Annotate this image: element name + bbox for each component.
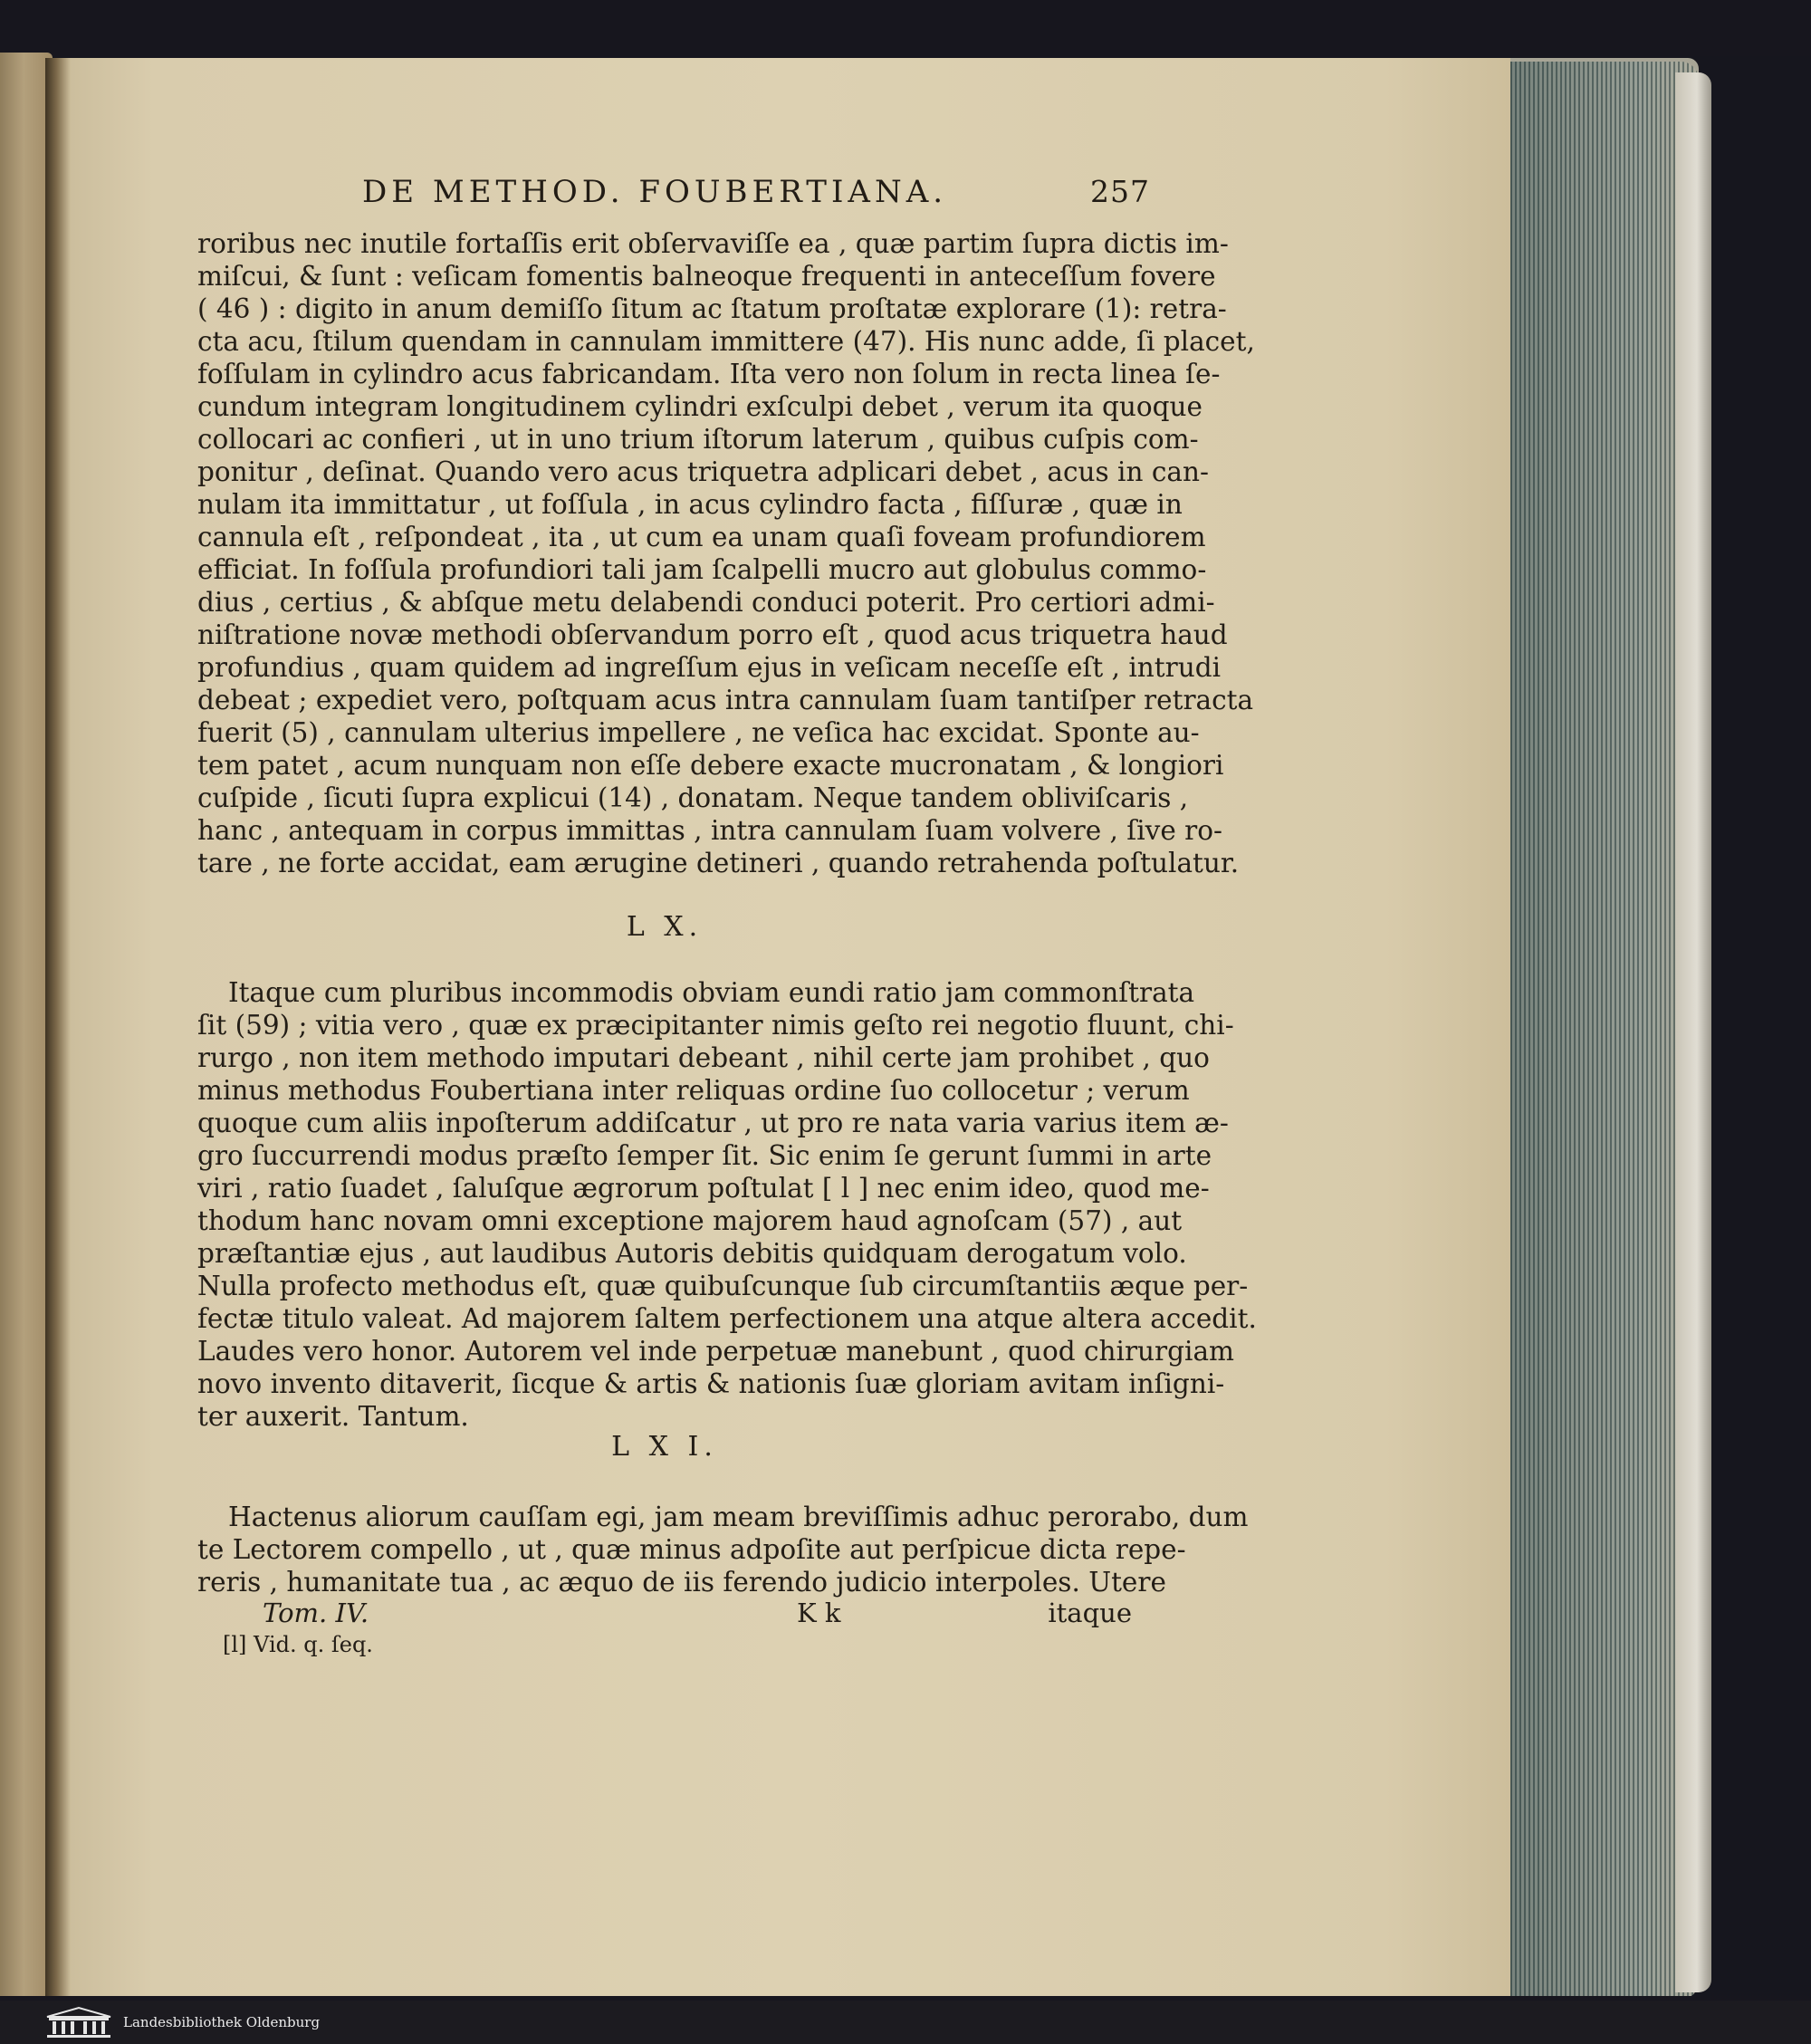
text-line: hanc , antequam in corpus immittas , intra cannulam ſuam volvere , ſive ro-	[197, 815, 1222, 846]
text-line: Itaque cum pluribus incommodis obviam eundi ratio jam commonſtrata	[228, 977, 1195, 1008]
text-line: tem patet , acum nunquam non eſſe debere exacte mucronatam , & longiori	[197, 750, 1224, 781]
text-line: Laudes vero honor. Autorem vel inde perpetuæ manebunt , quod chirurgiam	[197, 1336, 1235, 1367]
text-line: minus methodus Foubertiana inter reliquas ordine ſuo collocetur ; verum	[197, 1075, 1190, 1106]
text-line: cannula eſt , reſpondeat , ita , ut cum ea unam quaſi foveam profundiorem	[197, 522, 1206, 552]
gathering-signature: K k	[797, 1598, 841, 1628]
text-line: ( 46 ) : digito in anum demiſſo ſitum ac ſtatum proſtatæ explorare (1): retra-	[197, 293, 1227, 324]
text-line: reris , humanitate tua , ac æquo de iis ferendo judicio interpoles. Utere	[197, 1567, 1166, 1598]
text-line: fectæ titulo valeat. Ad majorem ſaltem perfectionem una atque altera accedit.	[197, 1303, 1257, 1334]
text-line: foſſulam in cylindro acus fabricandam. Iſta vero non ſolum in recta linea ſe-	[197, 359, 1221, 389]
text-line: thodum hanc novam omni exceptione majorem haud agnoſcam (57) , aut	[197, 1205, 1183, 1236]
text-line: debeat ; expediet vero, poſtquam acus intra cannulam ſuam tantiſper retracta	[197, 685, 1254, 715]
text-line: cundum integram longitudinem cylindri exſculpi debet , verum ita quoque	[197, 391, 1203, 422]
text-line: roribus nec inutile fortaſſis erit obſervaviſſe ea , quæ partim ſupra dictis im-	[197, 228, 1229, 259]
text-line: cta acu, ſtilum quendam in cannulam immittere (47). His nunc adde, ſi placet,	[197, 326, 1255, 357]
text-line: efficiat. In foſſula profundiori tali jam ſcalpelli mucro aut globulus commo-	[197, 554, 1207, 585]
text-line: viri , ratio ſuadet , ſaluſque ægrorum poſtulat [ l ] nec enim ideo, quod me-	[197, 1173, 1210, 1204]
text-line: ter auxerit. Tantum.	[197, 1401, 469, 1432]
footnote: [l] Vid. q. ſeq.	[223, 1632, 373, 1657]
text-line: novo invento ditaverit, ſicque & artis & nationis ſuæ gloriam avitam inſigni-	[197, 1368, 1225, 1399]
page-gutter-shadow	[45, 58, 71, 1996]
text-line: nulam ita immittatur , ut foſſula , in acus cylindro facta , fiſſuræ , quæ in	[197, 489, 1183, 520]
volume-mark: Tom. IV.	[263, 1598, 369, 1628]
text-line: miſcui, & ſunt : veſicam fomentis balneoque frequenti in anteceſſum fovere	[197, 261, 1216, 292]
text-line: profundius , quam quidem ad ingreſſum ejus in veſicam neceſſe eſt , intrudi	[197, 652, 1222, 683]
book-cover-edge	[1675, 72, 1711, 1992]
text-line: Hactenus aliorum cauſſam egi, jam meam breviſſimis adhuc perorabo, dum	[228, 1502, 1249, 1532]
scan-background-top	[0, 0, 1811, 56]
page-number: 257	[1090, 174, 1150, 209]
page-stack-edge	[1510, 62, 1699, 2000]
signature-line	[197, 1598, 1132, 1630]
text-line: præſtantiæ ejus , aut laudibus Autoris debitis quidquam derogatum volo.	[197, 1238, 1187, 1269]
library-building-icon	[43, 2006, 114, 2039]
text-line: rurgo , non item methodo imputari debeant , nihil certe jam prohibet , quo	[197, 1042, 1210, 1073]
text-line: fuerit (5) , cannulam ulterius impellere , ne veſica hac excidat. Sponte au-	[197, 717, 1200, 748]
section-heading-lxi: L X I.	[611, 1431, 718, 1463]
library-footer-bar	[0, 2001, 1811, 2044]
text-line: ſit (59) ; vitia vero , quæ ex præcipitanter nimis geſto rei negotio fluunt, chi-	[197, 1010, 1234, 1041]
text-line: dius , certius , & abſque metu delabendi conduci poterit. Pro certiori admi-	[197, 587, 1215, 618]
catchword: itaque	[1048, 1598, 1132, 1628]
text-line: ponitur , deſinat. Quando vero acus triquetra adplicari debet , acus in can-	[197, 456, 1209, 487]
text-line: collocari ac confieri , ut in uno trium iſtorum laterum , quibus cuſpis com-	[197, 424, 1199, 455]
text-line: niſtratione novæ methodi obſervandum porro eſt , quod acus triquetra haud	[197, 619, 1228, 650]
text-line: quoque cum aliis inpoſterum addiſcatur , ut pro re nata varia varius item æ-	[197, 1108, 1229, 1138]
section-heading-lx: L X.	[626, 911, 704, 943]
text-line: cuſpide , ſicuti ſupra explicui (14) , donatam. Neque tandem obliviſcaris ,	[197, 782, 1189, 813]
text-line: gro ſuccurrendi modus præſto ſemper ſit. Sic enim ſe gerunt ſummi in arte	[197, 1140, 1212, 1171]
running-title: DE METHOD. FOUBERTIANA.	[362, 174, 948, 210]
library-name: Landesbibliothek Oldenburg	[123, 2014, 321, 2030]
text-line: Nulla profecto methodus eſt, quæ quibuſcunque ſub circumſtantiis æque per-	[197, 1271, 1249, 1301]
text-line: tare , ne forte accidat, eam ærugine detineri , quando retrahenda poſtulatur.	[197, 848, 1240, 878]
text-line: te Lectorem compello , ut , quæ minus adpoſite aut perſpicue dicta repe-	[197, 1534, 1186, 1565]
running-header	[362, 174, 1150, 214]
